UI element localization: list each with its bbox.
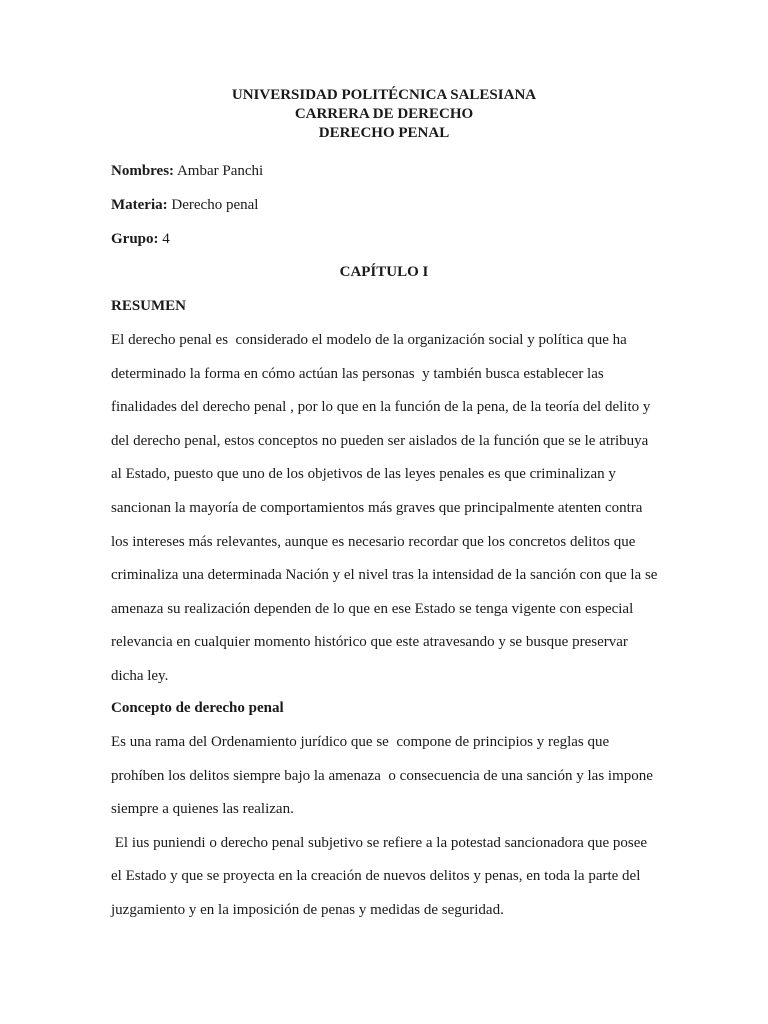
resumen-line: El derecho penal es considerado el modelo de la organización social y política que ha [111,332,627,348]
resumen-heading: RESUMEN [111,298,187,314]
resumen-line: relevancia en cualquier momento histórico que este atravesando y se busque preservar [111,634,628,651]
resumen-line: al Estado, puesto que uno de los objetivos de las leyes penales es que criminalizan y [111,466,616,483]
university-name: UNIVERSIDAD POLITÉCNICA SALESIANA [231,87,537,103]
concepto-line: siempre a quienes las realizan. [111,801,294,818]
grupo-field [111,229,170,249]
resumen-line: del derecho penal, estos conceptos no pueden ser aislados de la función que se le atribuya [111,432,649,449]
subject-title: DERECHO PENAL [318,125,450,141]
materia-label: Materia: [111,197,168,213]
resumen-line: determinado la forma en cómo actúan las personas y también busca establecer las [111,365,604,382]
resumen-line: finalidades del derecho penal , por lo que en la función de la pena, de la teoría del delito y [111,399,651,416]
resumen-line: sancionan la mayoría de comportamientos más graves que principalmente atenten contra [111,500,643,516]
concepto-line: juzgamiento y en la imposición de penas y medidas de seguridad. [111,902,504,918]
concepto-line: prohíben los delitos siempre bajo la amenaza o consecuencia de una sanción y las impone [111,767,653,784]
document-header [0,86,768,143]
grupo-value: 4 [158,231,170,247]
resumen-line: amenaza su realización dependen de lo que en ese Estado se tenga vigente con especial [111,600,634,617]
concepto-line: El ius puniendi o derecho penal subjetivo se refiere a la potestad sancionadora que posee [111,834,648,851]
materia-field [111,195,258,215]
nombres-field [111,161,263,181]
career-name: CARRERA DE DERECHO [294,106,474,122]
chapter-title: CAPÍTULO I [339,264,429,280]
nombres-value: Ambar Panchi [174,163,264,179]
grupo-label: Grupo: [111,231,159,247]
concepto-heading: Concepto de derecho penal [111,700,284,716]
resumen-line: criminaliza una determinada Nación y el nivel tras la intensidad de la sanción con que la se [111,567,658,584]
concepto-line: el Estado y que se proyecta en la creación de nuevos delitos y penas, en toda la parte del [111,868,641,885]
materia-value: Derecho penal [167,197,259,213]
resumen-line: los intereses más relevantes, aunque es necesario recordar que los concretos delitos que [111,533,636,550]
nombres-label: Nombres: [111,163,175,179]
resumen-line: dicha ley. [111,668,169,684]
concepto-line: Es una rama del Ordenamiento jurídico que se compone de principios y reglas que [111,734,610,750]
